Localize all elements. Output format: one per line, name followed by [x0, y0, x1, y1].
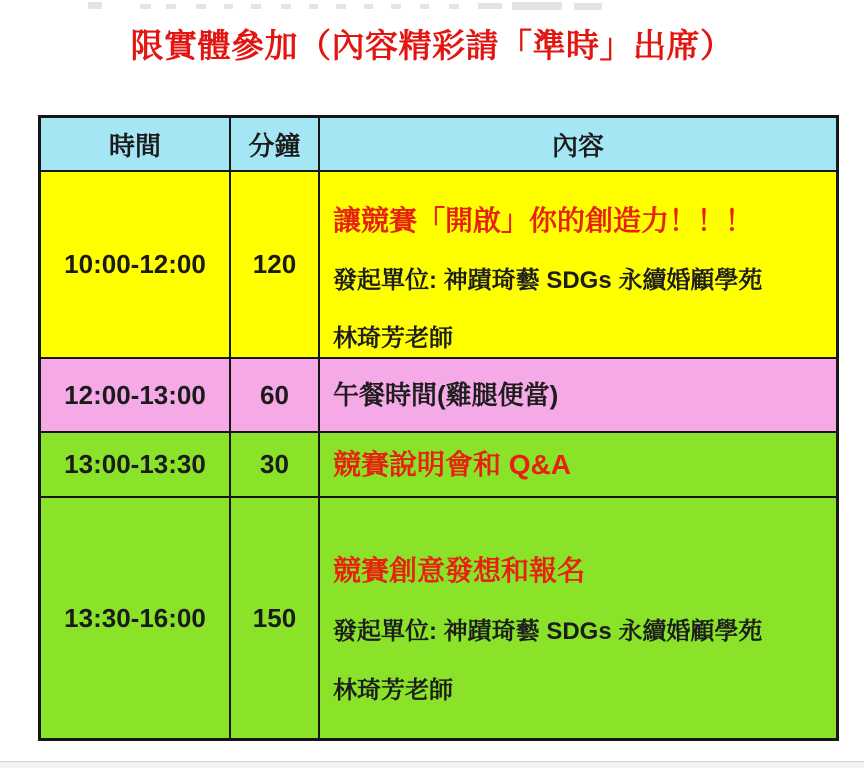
- row4-headline: 競賽創意發想和報名: [333, 555, 586, 586]
- row4-organizer-line: 發起單位: 神蹟琦藝 SDGs 永續婚顧學苑: [333, 618, 763, 645]
- row3-time-cell: 13:00-13:30: [41, 433, 231, 498]
- row2-minutes-cell: 60: [231, 359, 320, 433]
- row1-organizer-line: 發起單位: 神蹟琦藝 SDGs 永續婚顧學苑: [333, 267, 763, 294]
- row3-content-cell: [320, 433, 836, 498]
- row1-content-cell: [320, 172, 836, 359]
- column-header-content: 內容: [320, 118, 836, 172]
- schedule-table: [38, 115, 839, 741]
- row1-minutes-cell: 120: [231, 172, 320, 359]
- window-bottom-edge: [0, 761, 864, 768]
- cropped-text-remnant: [0, 0, 864, 14]
- row2-content-cell: [320, 359, 836, 433]
- row3-headline: 競賽說明會和 Q&A: [333, 448, 572, 480]
- column-header-minutes: 分鐘: [231, 118, 320, 172]
- row1-time-cell: 10:00-12:00: [41, 172, 231, 359]
- row4-content-cell: [320, 498, 836, 738]
- row1-teacher-line: 林琦芳老師: [333, 325, 453, 352]
- row3-minutes-cell: 30: [231, 433, 320, 498]
- row4-minutes-cell: 150: [231, 498, 320, 738]
- row4-teacher-line: 林琦芳老師: [333, 677, 453, 704]
- row2-time-cell: 12:00-13:00: [41, 359, 231, 433]
- page-title: 限實體參加（內容精彩請「準時」出席）: [130, 27, 734, 64]
- row2-lunch-line: 午餐時間(雞腿便當): [333, 380, 559, 410]
- row4-time-cell: 13:30-16:00: [41, 498, 231, 738]
- column-header-time: 時間: [41, 118, 231, 172]
- row1-headline: 讓競賽「開啟」你的創造力！！！: [333, 205, 754, 236]
